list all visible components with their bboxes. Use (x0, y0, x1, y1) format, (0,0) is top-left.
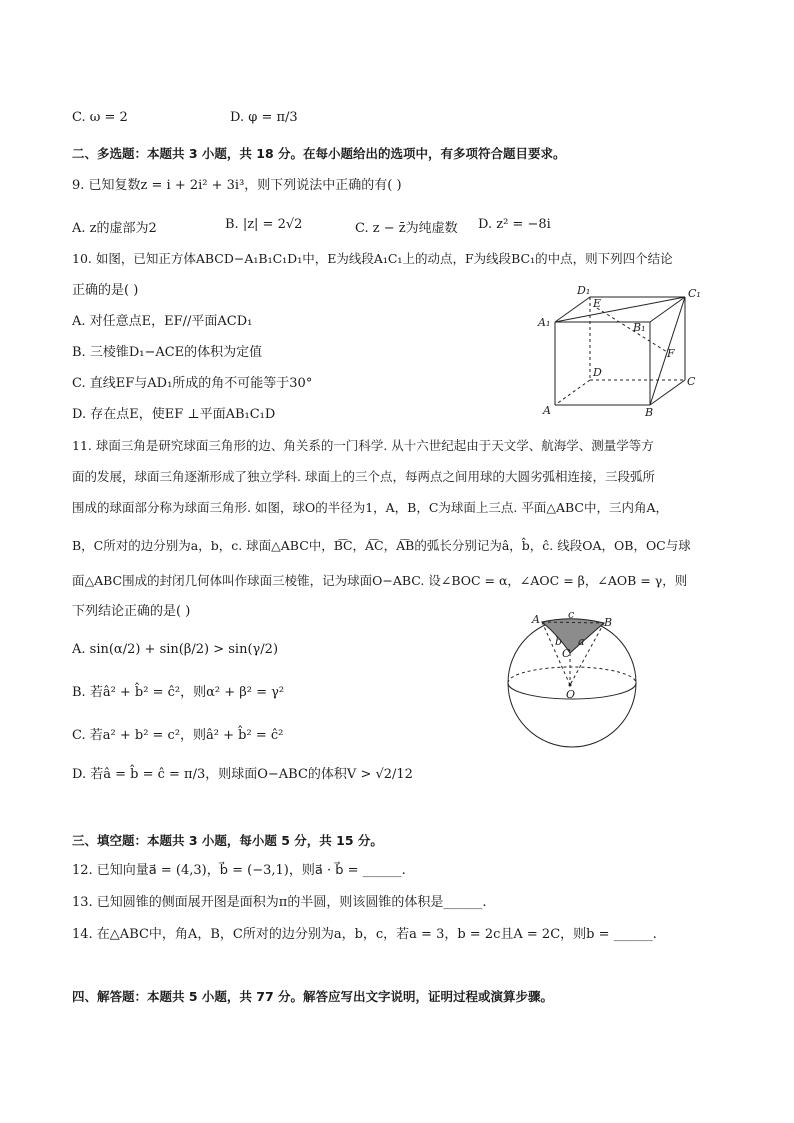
question-13: 13. 已知圆锥的侧面展开图是面积为π的半圆，则该圆锥的体积是______. (72, 895, 487, 910)
option-c-omega: C. ω = 2 (72, 110, 128, 125)
question-11-line6: 下列结论正确的是( ) (72, 604, 191, 619)
question-11-option-c: C. 若a² + b² = c²，则â² + b̂² = ĉ² (72, 728, 284, 743)
question-11-line3: 围成的球面部分称为球面三角形. 如图，球O的半径为1，A，B，C为球面上三点. 平面△ABC中，三内角A， (72, 500, 669, 515)
question-10-option-c: C. 直线EF与AD₁所成的角不可能等于30° (72, 376, 313, 391)
label-b1: B₁ (633, 321, 646, 334)
section-4-heading: 四、解答题：本题共 5 小题，共 77 分。解答应写出文字说明，证明过程或演算步骤。 (72, 989, 554, 1004)
sphere-label-b-arc: b (555, 635, 563, 648)
question-9-option-b: B. |z| = 2√2 (225, 217, 303, 232)
label-a: A (543, 404, 551, 417)
section-3-heading: 三、填空题：本题共 3 小题，每小题 5 分，共 15 分。 (72, 833, 383, 848)
cube-figure (535, 282, 710, 422)
sphere-label-a: A (532, 613, 540, 626)
question-14: 14. 在△ABC中，角A，B，C所对的边分别为a，b，c，若a = 3，b = 2c且A = 2C，则b = ______. (72, 927, 657, 942)
question-9-stem: 9. 已知复数z = i + 2i² + 3i³，则下列说法中正确的有( ) (72, 178, 402, 193)
label-b: B (645, 406, 654, 419)
label-c1: C₁ (688, 287, 701, 300)
question-10-option-b: B. 三棱锥D₁−ACE的体积为定值 (72, 345, 263, 360)
label-e: E (593, 297, 602, 310)
sphere-label-c: C (562, 647, 571, 660)
question-11-line5: 面△ABC围成的封闭几何体叫作球面三棱锥，记为球面O−ABC. 设∠BOC = α，∠AOC = β，∠AOB = γ，则 (72, 573, 688, 588)
question-11-line1: 11. 球面三角是研究球面三角形的边、角关系的一门科学. 从十六世纪起由于天文学、航海学、测量学等方 (72, 438, 654, 453)
question-10-stem-line1: 10. 如图，已知正方体ABCD−A₁B₁C₁D₁中，E为线段A₁C₁上的动点，F为线段BC₁的中点，则下列四个结论 (72, 251, 673, 266)
question-11-line2: 面的发展，球面三角逐渐形成了独立学科. 球面上的三个点，每两点之间用球的大圆劣弧相连接，三段弧所 (72, 469, 655, 484)
question-11-option-d: D. 若â = b̂ = ĉ = π/3，则球面O−ABC的体积V > √2/12 (72, 767, 413, 782)
question-11-line4: B，C所对的边分别为a，b，c. 球面△ABC中，B͡C，A͡C，A͡B的弧长分别记为â，b̂，ĉ. 线段OA，OB，OC与球 (72, 538, 691, 553)
question-9-option-c: C. z − z̄为纯虚数 (355, 221, 458, 236)
sphere-label-a-arc: a (578, 635, 585, 648)
question-12: 12. 已知向量a⃗ = (4,3)，b⃗ = (−3,1)，则a⃗ · b⃗ = ______. (72, 863, 406, 878)
question-11-option-b: B. 若â² + b̂² = ĉ²，则α² + β² = γ² (72, 685, 285, 700)
question-11-option-a: A. sin(α/2) + sin(β/2) > sin(γ/2) (72, 642, 279, 657)
sphere-label-c-arc: c (568, 608, 575, 621)
question-10-stem-line2: 正确的是( ) (72, 283, 139, 298)
label-a1: A₁ (538, 316, 551, 329)
sphere-label-o: O (566, 688, 576, 701)
sphere-label-b: B (604, 616, 613, 629)
question-9-option-d: D. z² = −8i (478, 217, 551, 232)
question-10-option-a: A. 对任意点E，EF//平面ACD₁ (72, 314, 253, 329)
label-d1: D₁ (577, 284, 591, 297)
question-9-option-a: A. z的虚部为2 (72, 221, 157, 236)
sphere-figure (500, 605, 645, 750)
section-2-heading: 二、多选题：本题共 3 小题，共 18 分。在每小题给出的选项中，有多项符合题目要求。 (72, 146, 566, 161)
question-10-option-d: D. 存在点E，使EF ⊥平面AB₁C₁D (72, 407, 276, 422)
label-d: D (593, 366, 602, 379)
label-f: F (667, 347, 675, 360)
option-d-phi: D. φ = π/3 (230, 110, 298, 125)
label-c: C (687, 375, 696, 388)
